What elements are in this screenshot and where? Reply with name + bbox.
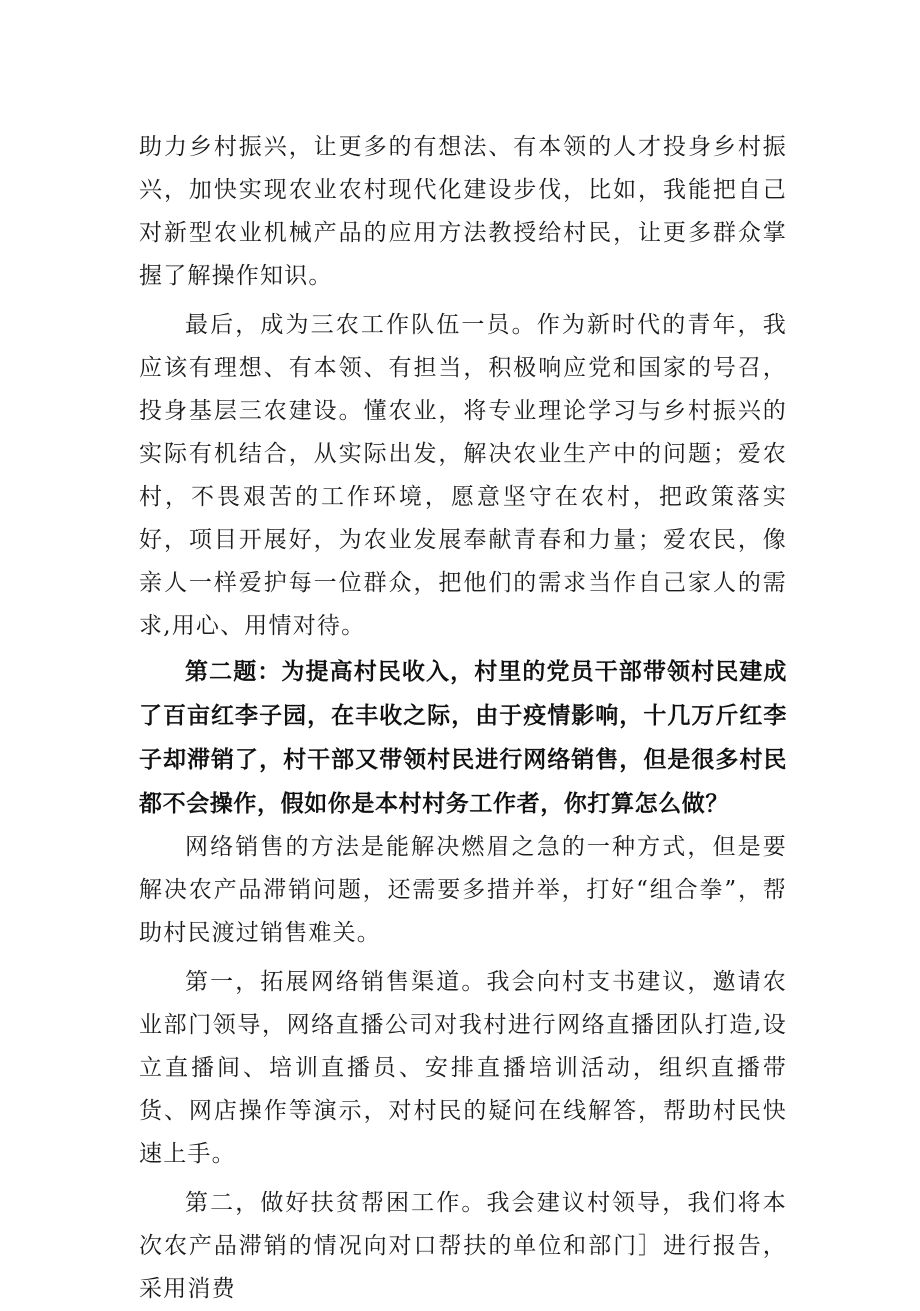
document-body [139, 126, 787, 1311]
paragraph-rural-revitalization: 助力乡村振兴，让更多的有想法、有本领的人才投身乡村振兴，加快实现农业农村现代化建设步伐，比如，我能把自己对新型农业机械产品的应用方法教授给村民，让更多群众掌握了解操作知识。 [139, 134, 787, 289]
paragraph-online-sales-intro: 网络销售的方法是能解决燃眉之急的一种方式，但是要解决农产品滞销问题，还需要多措并举，打好“组合拳”，帮助村民渡过销售难关。 [139, 834, 787, 946]
paragraph-expand-channels: 第一，拓展网络销售渠道。我会向村支书建议，邀请农业部门领导，网络直播公司对我村进行网络直播团队打造,设立直播间、培训直播员、安排直播培训活动，组织直播带货、网店操作等演示，对村民的疑问在线解答，帮助村民快速上手。 [139, 969, 787, 1167]
paragraph-poverty-assistance: 第二，做好扶贫帮困工作。我会建议村领导，我们将本次农产品滞销的情况向对口帮扶的单位和部门］进行报告，采用消费 [139, 1190, 787, 1302]
paragraph-join-sannong-team: 最后，成为三农工作队伍一员。作为新时代的青年，我应该有理想、有本领、有担当，积极响应党和国家的号召，投身基层三农建设。懂农业，将专业理论学习与乡村振兴的实际有机结合，从实际出发，解决农业生产中的问题；爱农村，不畏艰苦的工作环境，愿意坚守在农村，把政策落实好，项目开展好，为农业发展奉献青春和力量；爱农民，像亲人一样爱护每一位群众，把他们的需求当作自己家人的需求,用心、用情对待。 [139, 312, 787, 639]
question-heading-2: 第二题：为提高村民收入，村里的党员干部带领村民建成了百亩红李子园，在丰收之际，由于疫情影响，十几万斤红李子却滞销了，村干部又带领村民进行网络销售，但是很多村民都不会操作，假如你是本村村务工作者，你打算怎么做？ [139, 659, 787, 817]
